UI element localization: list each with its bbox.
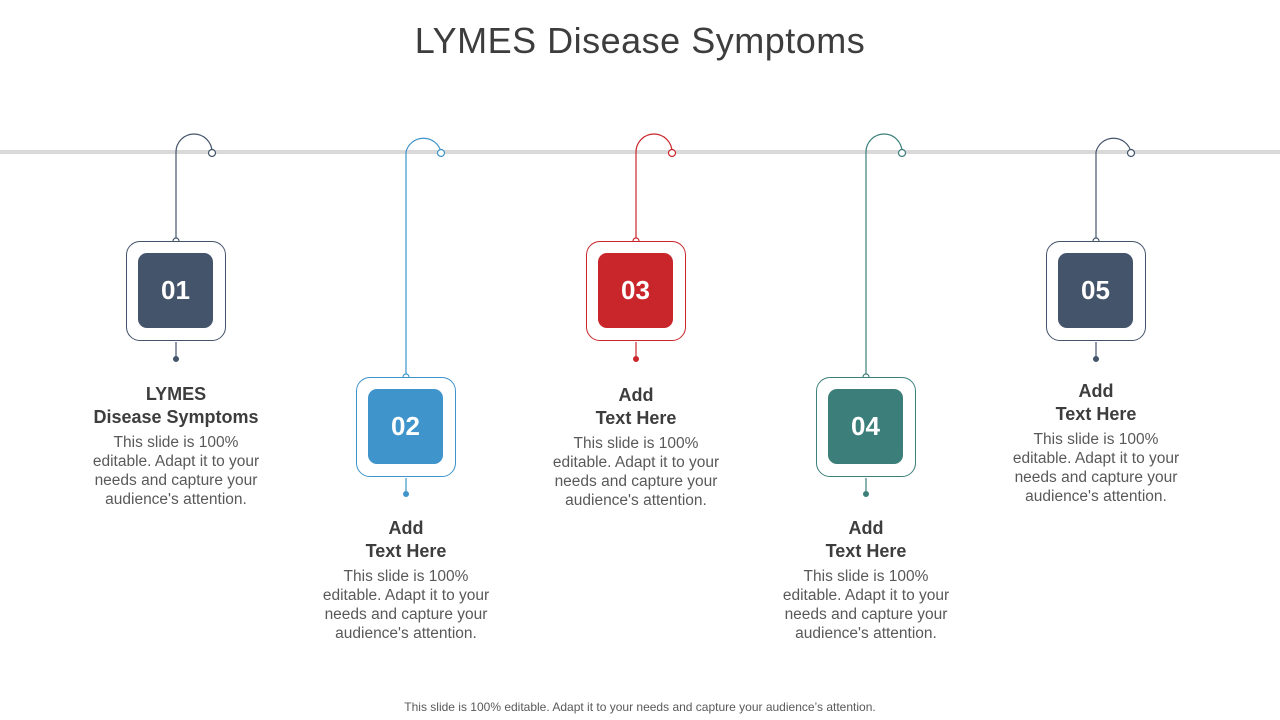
- step-02-description: This slide is 100% editable. Adapt it to your needs and capture your audience's attention.: [322, 568, 490, 642]
- hook-tail-dot-01: [174, 357, 179, 362]
- step-01-label-line2: Disease Symptoms: [93, 407, 259, 427]
- step-05-label-line1: Add: [1078, 381, 1114, 401]
- step-01-number-tile: [138, 253, 213, 328]
- step-05-label: [996, 380, 1196, 426]
- step-02-label: [306, 517, 506, 563]
- step-05-number-tile: [1058, 253, 1133, 328]
- step-01-frame: [126, 241, 226, 341]
- step-05-label-line2: Text Here: [1055, 404, 1137, 424]
- step-04-number: 04: [851, 411, 880, 441]
- hook-line-01: [176, 134, 212, 241]
- hook-end-05: [1128, 150, 1135, 157]
- step-04-description: This slide is 100% editable. Adapt it to your needs and capture your audience's attention.: [782, 568, 950, 642]
- hook-tail-dot-03: [634, 357, 639, 362]
- hook-line-02: [406, 138, 441, 377]
- step-03-label-line2: Text Here: [595, 408, 677, 428]
- step-02-frame: [356, 377, 456, 477]
- step-02-number: 02: [391, 411, 420, 441]
- step-01-number: 01: [161, 275, 190, 305]
- hook-end-01: [209, 150, 216, 157]
- hook-line-05: [1096, 138, 1131, 241]
- slide-title: LYMES Disease Symptoms: [414, 20, 866, 61]
- step-04-label-line1: Add: [848, 518, 884, 538]
- step-02-label-line1: Add: [388, 518, 424, 538]
- hook-end-04: [899, 150, 906, 157]
- step-03-label-line1: Add: [618, 385, 654, 405]
- hook-line-03: [636, 134, 672, 241]
- step-05-number: 05: [1081, 275, 1110, 305]
- hook-end-02: [438, 150, 445, 157]
- step-01-label: [76, 383, 276, 429]
- step-02-label-line2: Text Here: [365, 541, 447, 561]
- step-04-label: [766, 517, 966, 563]
- step-03-number-tile: [598, 253, 673, 328]
- step-03-frame: [586, 241, 686, 341]
- step-04-label-line2: Text Here: [825, 541, 907, 561]
- slide-footer: This slide is 100% editable. Adapt it to your needs and capture your audience’s attention.: [404, 700, 876, 714]
- step-02-number-tile: [368, 389, 443, 464]
- step-05-description: This slide is 100% editable. Adapt it to your needs and capture your audience's attention.: [1012, 431, 1180, 505]
- step-01-label-line1: LYMES: [145, 384, 207, 404]
- step-03-label: [536, 384, 736, 430]
- step-05-frame: [1046, 241, 1146, 341]
- step-03-description: This slide is 100% editable. Adapt it to your needs and capture your audience's attention.: [552, 435, 720, 509]
- step-01-description: This slide is 100% editable. Adapt it to your needs and capture your audience's attention.: [92, 434, 260, 508]
- step-04-frame: [816, 377, 916, 477]
- hook-end-03: [669, 150, 676, 157]
- step-03-number: 03: [621, 275, 650, 305]
- hook-tail-dot-02: [404, 492, 409, 497]
- hook-tail-dot-05: [1094, 357, 1099, 362]
- hook-line-04: [866, 134, 902, 377]
- step-04-number-tile: [828, 389, 903, 464]
- hook-tail-dot-04: [864, 492, 869, 497]
